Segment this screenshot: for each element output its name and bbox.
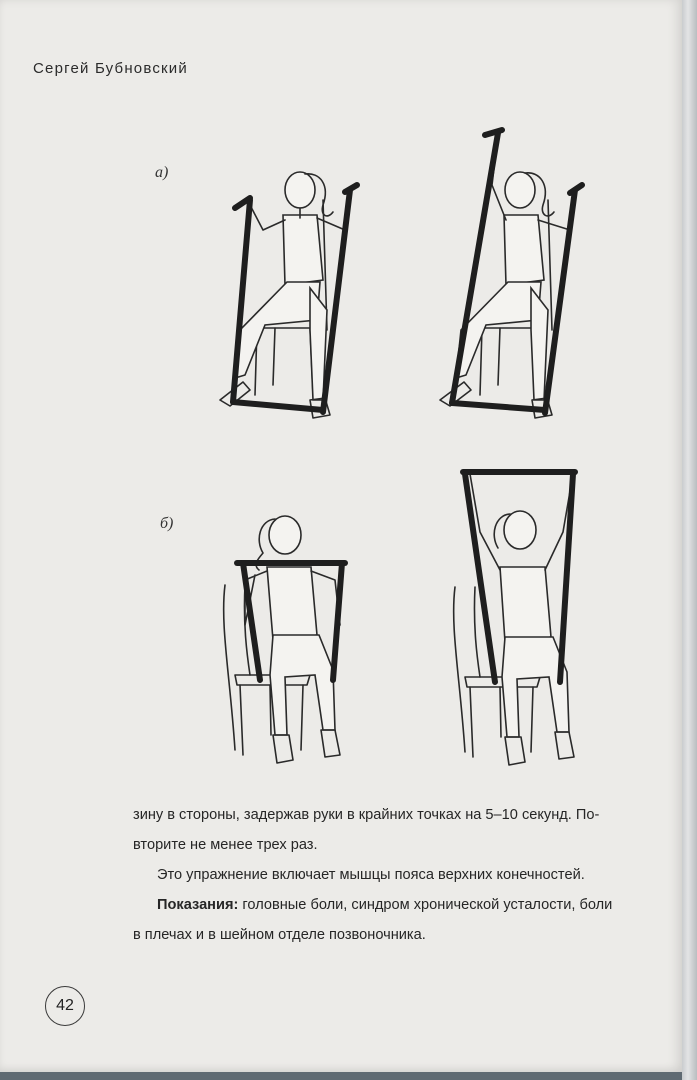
text-line-1: зину в стороны, задержав руки в крайних точках на 5–10 секунд. По- <box>133 807 600 823</box>
text-line-2: вторите не менее трех раз. <box>133 837 318 853</box>
text-line-5: в плечах и в шейном отделе позвоночника. <box>133 927 426 943</box>
figure-label-a: а) <box>155 164 169 181</box>
indications-paragraph <box>133 890 658 920</box>
illustration-a-start <box>205 160 380 425</box>
illustration-b-start <box>215 505 375 770</box>
text-line-3: Это упражнение включает мышцы пояса верхних конечностей. <box>157 867 585 883</box>
body-text <box>133 800 658 950</box>
running-head: Сергей Бубновский <box>33 60 188 77</box>
page-number-text: 42 <box>56 997 74 1014</box>
indications-label: Показания: <box>157 897 239 913</box>
figure-label-b: б) <box>160 515 174 532</box>
illustration-b-raised <box>445 462 605 772</box>
page-number <box>45 986 85 1026</box>
indications-text: головные боли, синдром хронической усталости, боли <box>238 897 613 913</box>
illustration-a-raised <box>430 125 605 425</box>
page-edge <box>682 0 697 1080</box>
